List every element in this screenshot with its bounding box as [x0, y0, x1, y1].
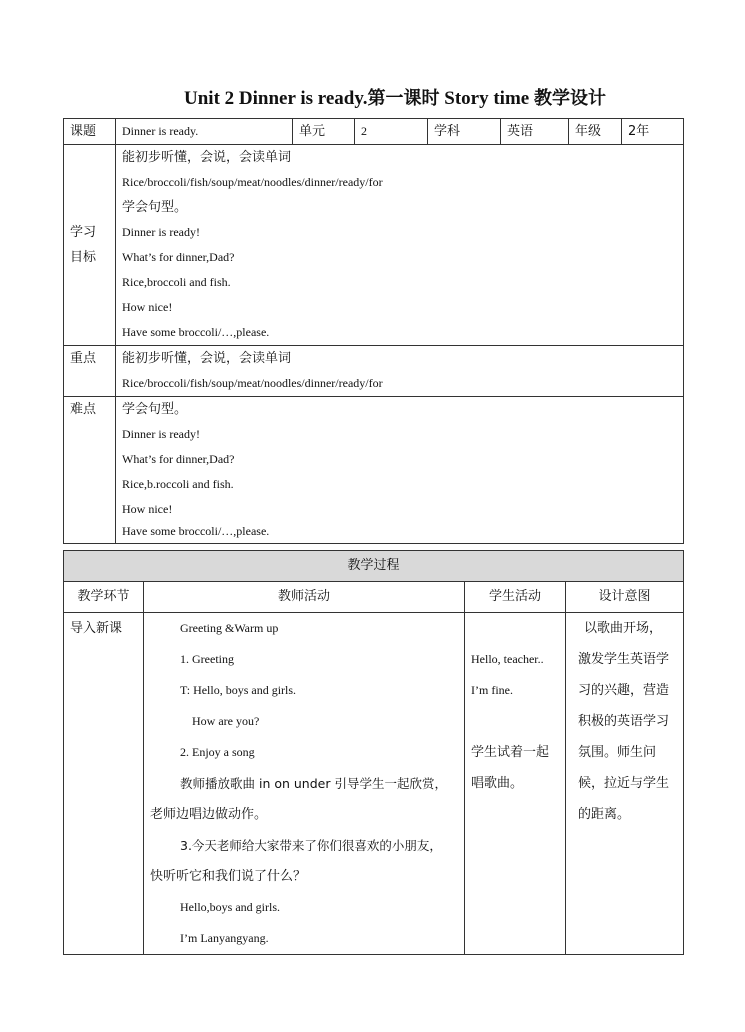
student-line: 唱歌曲。 — [471, 776, 524, 791]
goals-label-line-1: 学习 — [70, 225, 97, 240]
key-points-row — [64, 346, 684, 397]
goal-line: Rice/broccoli/fish/soup/meat/noodles/dinner/ready/for — [122, 175, 383, 189]
teacher-line: 老师边唱边做动作。 — [150, 807, 268, 822]
key-point-line: Rice/broccoli/fish/soup/meat/noodles/dinner/ready/for — [122, 376, 383, 390]
subject-label: 学科 — [428, 119, 501, 145]
teacher-line: 2. Enjoy a song — [180, 745, 255, 759]
title-part-4: 教学设计 — [533, 88, 606, 109]
teaching-process-table — [63, 550, 684, 955]
teacher-line: I’m Lanyangyang. — [180, 931, 269, 945]
teacher-line: Hello,boys and girls. — [180, 900, 280, 914]
lesson-info-table — [63, 118, 684, 544]
title-part-3: Story time — [439, 88, 534, 109]
goals-label — [64, 145, 116, 346]
topic-value: Dinner is ready. — [116, 119, 293, 145]
teacher-line: 1. Greeting — [180, 652, 234, 666]
intent-text: 以歌曲开场，激发学生英语学习的兴趣，营造积极的英语学习氛围。师生问候，拉近与学生的距离。 — [578, 621, 670, 822]
col-intent-header: 设计意图 — [566, 582, 684, 613]
difficulty-line: How nice! — [122, 502, 173, 516]
teacher-line: 教师播放歌曲 in on under 引导学生一起欣赏， — [180, 776, 447, 791]
student-line — [471, 613, 559, 644]
teacher-line: 3.今天老师给大家带来了你们很喜欢的小朋友， — [180, 838, 442, 853]
document-title — [0, 84, 745, 110]
col-teacher-header: 教师活动 — [144, 582, 465, 613]
student-line: I’m fine. — [471, 683, 513, 697]
difficulty-line: What’s for dinner,Dad? — [122, 452, 235, 466]
grade-value: 2年 — [622, 119, 684, 145]
process-header: 教学过程 — [64, 551, 684, 582]
teacher-line: 快听听它和我们说了什么？ — [150, 869, 307, 884]
title-part-2: 第一课时 — [367, 88, 440, 109]
teacher-line: T: Hello, boys and girls. — [180, 683, 297, 697]
key-points-label: 重点 — [64, 346, 116, 397]
difficulty-line: Rice,b.roccoli and fish. — [122, 477, 234, 491]
difficulties-row — [64, 397, 684, 544]
goals-row — [64, 145, 684, 346]
teacher-activity-cell — [144, 613, 465, 955]
process-row — [64, 613, 684, 955]
unit-value: 2 — [355, 119, 428, 145]
goal-line: Rice,broccoli and fish. — [122, 275, 231, 289]
difficulty-line: Have some broccoli/…,please. — [122, 524, 270, 538]
stage-label: 导入新课 — [70, 621, 123, 636]
difficulty-line: Dinner is ready! — [122, 427, 200, 441]
goals-label-line-2: 目标 — [70, 250, 97, 265]
student-line: 学生试着一起 — [471, 745, 550, 760]
col-student-header: 学生活动 — [465, 582, 566, 613]
info-row — [64, 119, 684, 145]
topic-label: 课题 — [64, 119, 116, 145]
goals-content — [116, 145, 684, 346]
key-point-line: 能初步听懂，会说，会读单词 — [122, 351, 292, 366]
student-line — [471, 706, 559, 737]
goal-line: How nice! — [122, 300, 173, 314]
goal-line: What’s for dinner,Dad? — [122, 250, 235, 264]
col-stage-header: 教学环节 — [64, 582, 144, 613]
unit-label: 单元 — [293, 119, 355, 145]
process-header-row — [64, 551, 684, 582]
teacher-line: How are you? — [192, 714, 260, 728]
student-activity-cell — [465, 613, 566, 955]
goal-line: Have some broccoli/…,please. — [122, 325, 270, 339]
process-column-headers — [64, 582, 684, 613]
difficulty-line: 学会句型。 — [122, 402, 188, 417]
difficulties-label: 难点 — [64, 397, 116, 544]
title-part-1: Unit 2 Dinner is ready. — [184, 88, 368, 109]
grade-label: 年级 — [569, 119, 622, 145]
intent-cell — [566, 613, 684, 955]
goal-line: Dinner is ready! — [122, 225, 200, 239]
teacher-line: Greeting &Warm up — [180, 621, 279, 635]
goal-line: 学会句型。 — [122, 200, 188, 215]
goal-line: 能初步听懂，会说，会读单词 — [122, 150, 292, 165]
student-line: Hello, teacher.. — [471, 652, 544, 666]
key-points-content — [116, 346, 684, 397]
stage-cell — [64, 613, 144, 955]
subject-value: 英语 — [501, 119, 569, 145]
difficulties-content — [116, 397, 684, 544]
